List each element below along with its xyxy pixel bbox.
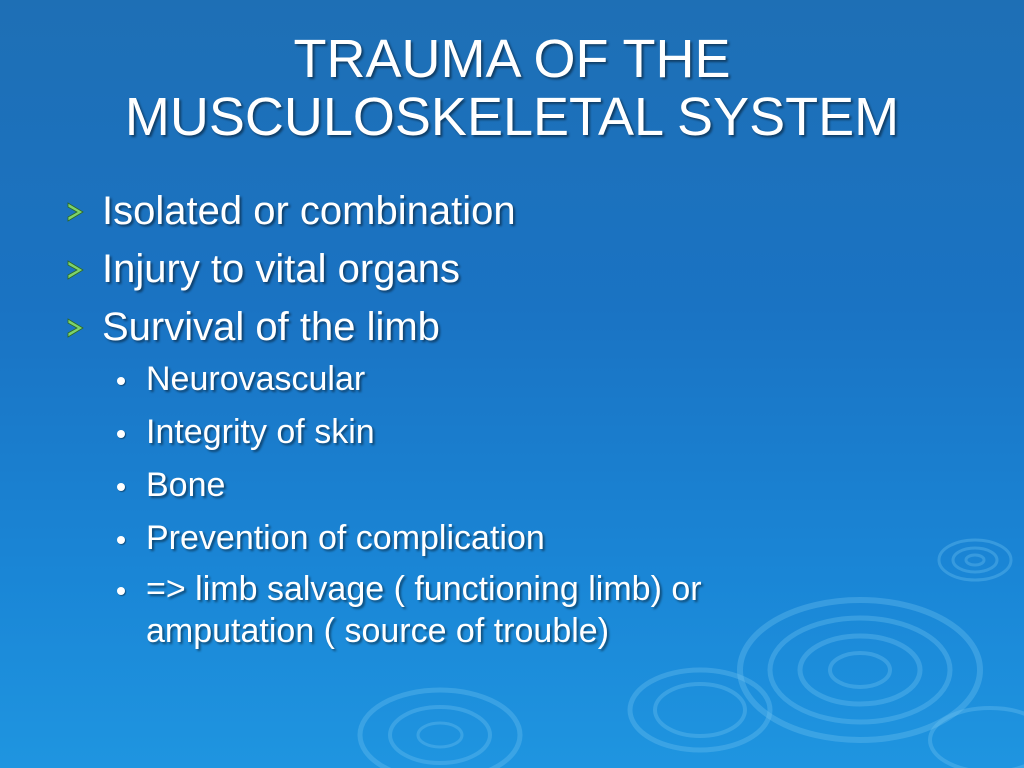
dot-bullet-icon xyxy=(117,430,125,438)
dot-bullet-icon xyxy=(117,536,125,544)
sub-bullet-text: Neurovascular xyxy=(146,360,366,398)
arrow-bullet-icon xyxy=(64,201,86,223)
sub-bullet-text: Bone xyxy=(146,466,226,504)
sub-bullet-item xyxy=(62,356,962,402)
slide-title-line-1: TRAUMA OF THE xyxy=(293,29,731,89)
sub-bullet-item xyxy=(62,409,962,455)
bullet-item xyxy=(62,182,962,240)
sub-bullet-text: Integrity of skin xyxy=(146,413,375,451)
dot-bullet-icon xyxy=(117,483,125,491)
sub-bullet-list xyxy=(62,356,962,652)
sub-bullet-item xyxy=(62,462,962,508)
sub-bullet-group xyxy=(62,356,962,652)
bullet-text: Survival of the limb xyxy=(102,305,440,349)
slide-title-line-2: MUSCULOSKELETAL SYSTEM xyxy=(124,87,900,147)
sub-bullet-text: => limb salvage ( functioning limb) or amputation ( source of trouble) xyxy=(146,570,702,650)
bullet-item xyxy=(62,298,962,356)
slide-title xyxy=(60,30,964,146)
bullet-list xyxy=(62,182,962,659)
sub-bullet-item xyxy=(62,515,962,561)
dot-bullet-icon xyxy=(117,587,125,595)
sub-bullet-item xyxy=(62,568,962,652)
bullet-text: Injury to vital organs xyxy=(102,247,460,291)
arrow-bullet-icon xyxy=(64,317,86,339)
bullet-item xyxy=(62,240,962,298)
sub-bullet-text: Prevention of complication xyxy=(146,519,545,557)
bullet-text: Isolated or combination xyxy=(102,189,516,233)
dot-bullet-icon xyxy=(117,377,125,385)
arrow-bullet-icon xyxy=(64,259,86,281)
